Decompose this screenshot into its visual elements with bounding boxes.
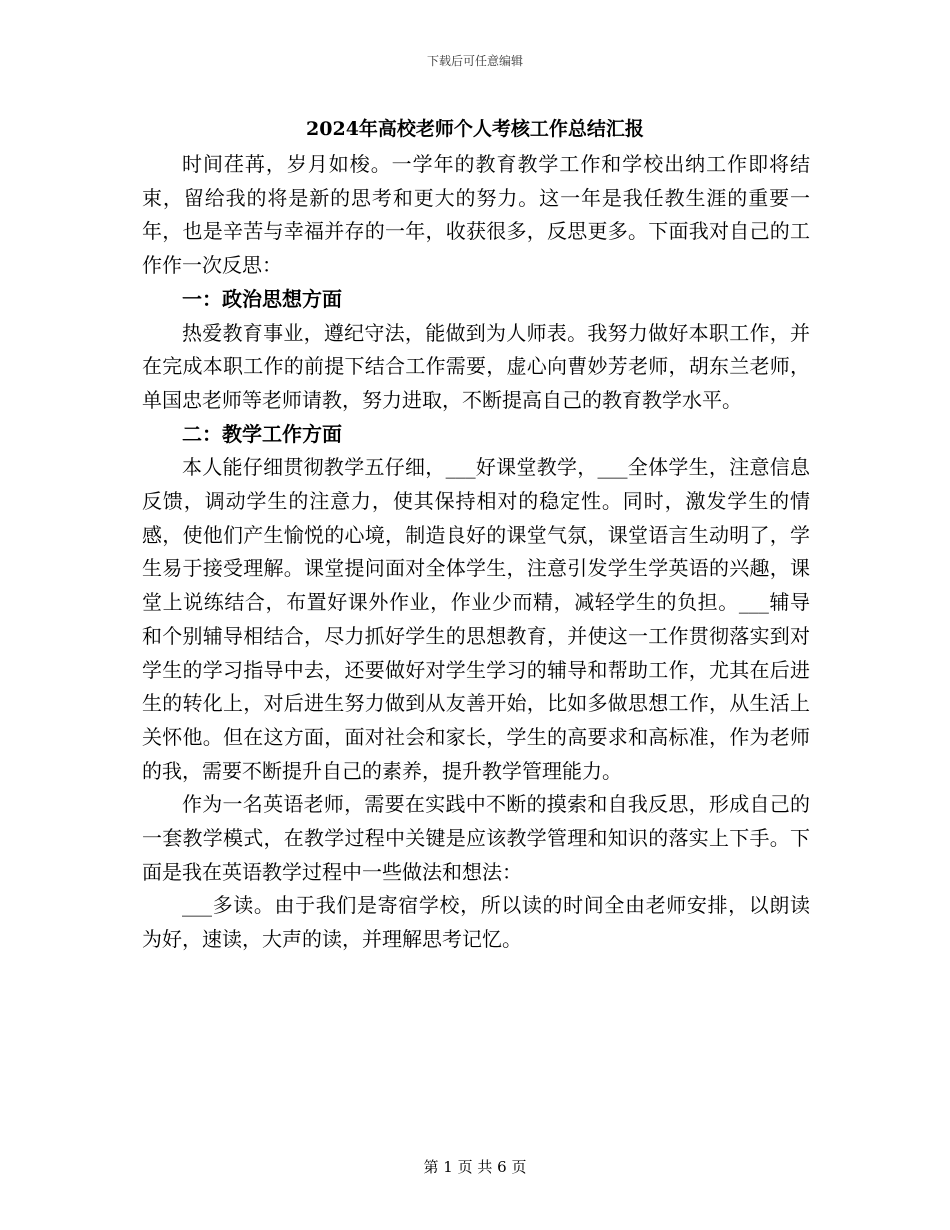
header-note: 下载后可任意编辑 [426, 54, 523, 68]
section-heading-politics: 一：政治思想方面 [182, 286, 342, 311]
paragraph-teaching-mode: 作为一名英语老师，需要在实践中不断的摸索和自我反思，形成自己的一套教学模式，在教学过程中关键是应该教学管理和知识的落实上下手。下面是我在英语教学过程中一些做法和想法： [142, 792, 810, 884]
document-body [142, 148, 810, 957]
paragraph-reading: ___多读。由于我们是寄宿学校，所以读的时间全由老师安排，以朗读为好，速读，大声的读，并理解思考记忆。 [142, 893, 810, 952]
section-heading-teaching: 二：教学工作方面 [182, 421, 342, 446]
page-number-footer: 第 1 页 共 6 页 [423, 1158, 527, 1176]
section-paragraph-politics: 热爱教育事业，遵纪守法，能做到为人师表。我努力做好本职工作，并在完成本职工作的前提下结合工作需要，虚心向曹妙芳老师，胡东兰老师，单国忠老师等老师请教，努力进取，不断提高自己的教育教学水平。 [142, 320, 810, 412]
intro-paragraph: 时间荏苒，岁月如梭。一学年的教育教学工作和学校出纳工作即将结束，留给我的将是新的思考和更大的努力。这一年是我任教生涯的重要一年，也是辛苦与幸福并存的一年，收获很多，反思更多。下面我对自己的工作作一次反思： [142, 152, 810, 278]
document-title: 2024年高校老师个人考核工作总结汇报 [306, 118, 644, 140]
section-paragraph-teaching: 本人能仔细贯彻教学五仔细，___好课堂教学，___全体学生，注意信息反馈，调动学生的注意力，使其保持相对的稳定性。同时，激发学生的情感，使他们产生愉悦的心境，制造良好的课堂气氛，课堂语言生动明了，学生易于接受理解。课堂提问面对全体学生，注意引发学生学英语的兴趣，课堂上说练结合，布置好课外作业，作业少而精，减轻学生的负担。___辅导和个别辅导相结合，尽力抓好学生的思想教育，并使这一工作贯彻落实到对学生的学习指导中去，还要做好对学生学习的辅导和帮助工作，尤其在后进生的转化上，对后进生努力做到从友善开始，比如多做思想工作，从生活上关怀他。但在这方面，面对社会和家长，学生的高要求和高标准，作为老师的我，需要不断提升自己的素养，提升教学管理能力。 [142, 455, 810, 783]
